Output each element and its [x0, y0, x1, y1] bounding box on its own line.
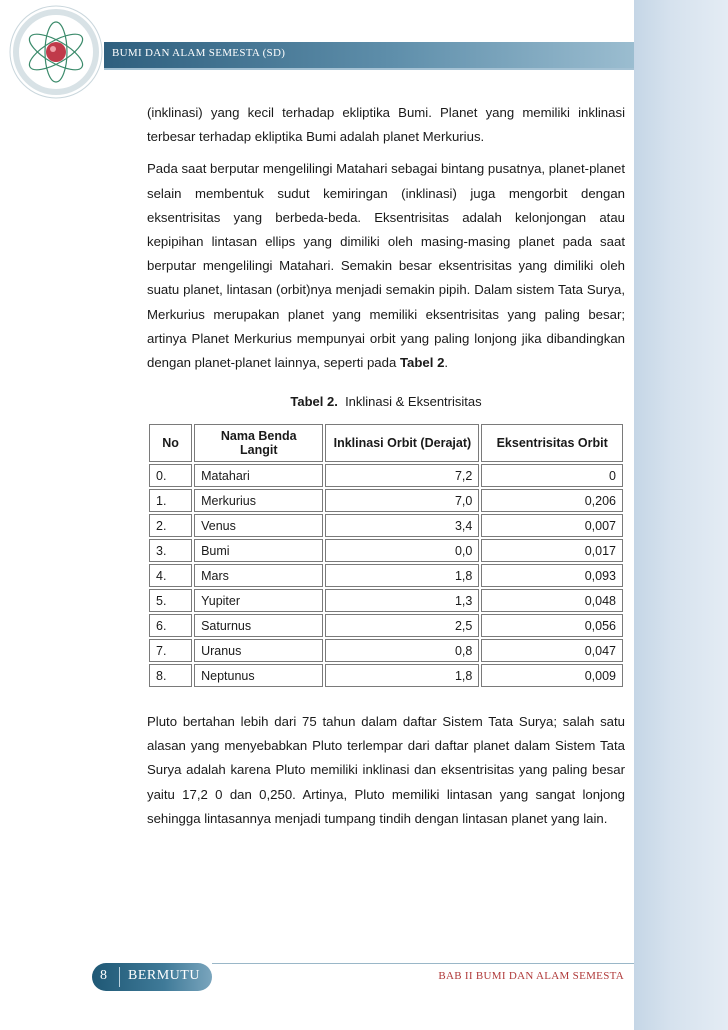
table-row	[149, 664, 623, 687]
cell-inclination: 0,8	[325, 639, 479, 662]
cell-name: Neptunus	[194, 664, 323, 687]
cell-eccentricity: 0,047	[481, 639, 623, 662]
cell-no: 1.	[149, 489, 192, 512]
cell-inclination: 7,2	[325, 464, 479, 487]
cell-no: 3.	[149, 539, 192, 562]
cell-name: Saturnus	[194, 614, 323, 637]
header-no: No	[149, 424, 192, 462]
header-divider	[104, 68, 634, 70]
paragraph-1: (inklinasi) yang kecil terhadap ekliptika Bumi. Planet yang memiliki inklinasi terbesar terhadap ekliptika Bumi adalah planet Merkurius.	[147, 105, 625, 145]
header-eccentricity: Eksentrisitas Orbit	[481, 424, 623, 462]
cell-inclination: 7,0	[325, 489, 479, 512]
cell-eccentricity: 0,206	[481, 489, 623, 512]
cell-eccentricity: 0,007	[481, 514, 623, 537]
body-text-top	[147, 101, 625, 383]
cell-no: 5.	[149, 589, 192, 612]
cell-no: 7.	[149, 639, 192, 662]
table-row	[149, 589, 623, 612]
inclination-table	[147, 422, 625, 689]
side-band	[634, 0, 728, 1030]
header-inclination: Inklinasi Orbit (Derajat)	[325, 424, 479, 462]
cell-name: Mars	[194, 564, 323, 587]
paragraph-2-text: Pada saat berputar mengelilingi Matahari sebagai bintang pusatnya, planet-planet selain membentuk sudut kemiringan (inklinasi) juga mengorbit dengan eksentrisitas yang berbeda-beda. Eksentrisitas adalah kelonjongan atau kepipihan lintasan ellips yang dimiliki oleh masing-masing planet pada saat berputar mengelilingi Matahari. Semakin besar eksentrisitas yang dimiliki oleh suatu planet, lintasan (orbit)nya menjadi semakin pipih. Dalam sistem Tata Surya, Merkurius merupakan planet yang memiliki eksentrisitas yang paling besar; artinya Planet Merkurius mempunyai orbit yang paling lonjong jika dibandingkan dengan planet-planet lainnya, seperti pada	[147, 161, 626, 371]
table-row	[149, 564, 623, 587]
header-name: Nama Benda Langit	[194, 424, 323, 462]
table-header-row	[149, 424, 623, 462]
cell-inclination: 3,4	[325, 514, 479, 537]
table-caption	[147, 394, 625, 409]
table-caption-label: Tabel 2.	[290, 394, 338, 409]
cell-no: 4.	[149, 564, 192, 587]
cell-name: Uranus	[194, 639, 323, 662]
paragraph-3: Pluto bertahan lebih dari 75 tahun dalam daftar Sistem Tata Surya; salah satu alasan yang menyebabkan Pluto terlempar dari daftar planet dalam Sistem Tata Surya adalah karena Pluto memiliki inklinasi dan eksentrisitas yang paling besar yaitu 17,2 0 dan 0,250. Artinya, Pluto memiliki lintasan yang sangat lonjong sehingga lintasannya menjadi tumpang tindih dengan lintasan planet yang lain.	[147, 714, 625, 826]
cell-no: 6.	[149, 614, 192, 637]
table-row	[149, 614, 623, 637]
footer-chapter-title: BAB II BUMI DAN ALAM SEMESTA	[438, 970, 624, 982]
paragraph-2	[147, 157, 625, 375]
cell-inclination: 2,5	[325, 614, 479, 637]
paragraph-2-end: .	[444, 355, 449, 371]
table-row	[149, 489, 623, 512]
table-reference: Tabel 2	[399, 355, 445, 371]
table-row	[149, 514, 623, 537]
cell-name: Yupiter	[194, 589, 323, 612]
table-row	[149, 539, 623, 562]
cell-name: Venus	[194, 514, 323, 537]
table-row	[149, 464, 623, 487]
footer-brand: BERMUTU	[128, 968, 200, 983]
cell-inclination: 0,0	[325, 539, 479, 562]
cell-eccentricity: 0,093	[481, 564, 623, 587]
cell-eccentricity: 0,017	[481, 539, 623, 562]
atom-globe-logo	[4, 0, 108, 104]
table-row	[149, 639, 623, 662]
cell-eccentricity: 0,048	[481, 589, 623, 612]
footer-badge-separator	[119, 967, 120, 987]
table-caption-title: Inklinasi & Eksentrisitas	[345, 394, 482, 409]
cell-no: 8.	[149, 664, 192, 687]
cell-no: 0.	[149, 464, 192, 487]
cell-inclination: 1,8	[325, 564, 479, 587]
cell-name: Merkurius	[194, 489, 323, 512]
body-text-bottom	[147, 710, 625, 839]
cell-inclination: 1,8	[325, 664, 479, 687]
cell-inclination: 1,3	[325, 589, 479, 612]
footer-divider	[212, 963, 634, 964]
cell-eccentricity: 0,009	[481, 664, 623, 687]
running-header: BUMI DAN ALAM SEMESTA (SD)	[112, 47, 286, 59]
cell-name: Matahari	[194, 464, 323, 487]
cell-eccentricity: 0,056	[481, 614, 623, 637]
cell-name: Bumi	[194, 539, 323, 562]
cell-eccentricity: 0	[481, 464, 623, 487]
cell-no: 2.	[149, 514, 192, 537]
page-number: 8	[100, 968, 107, 983]
